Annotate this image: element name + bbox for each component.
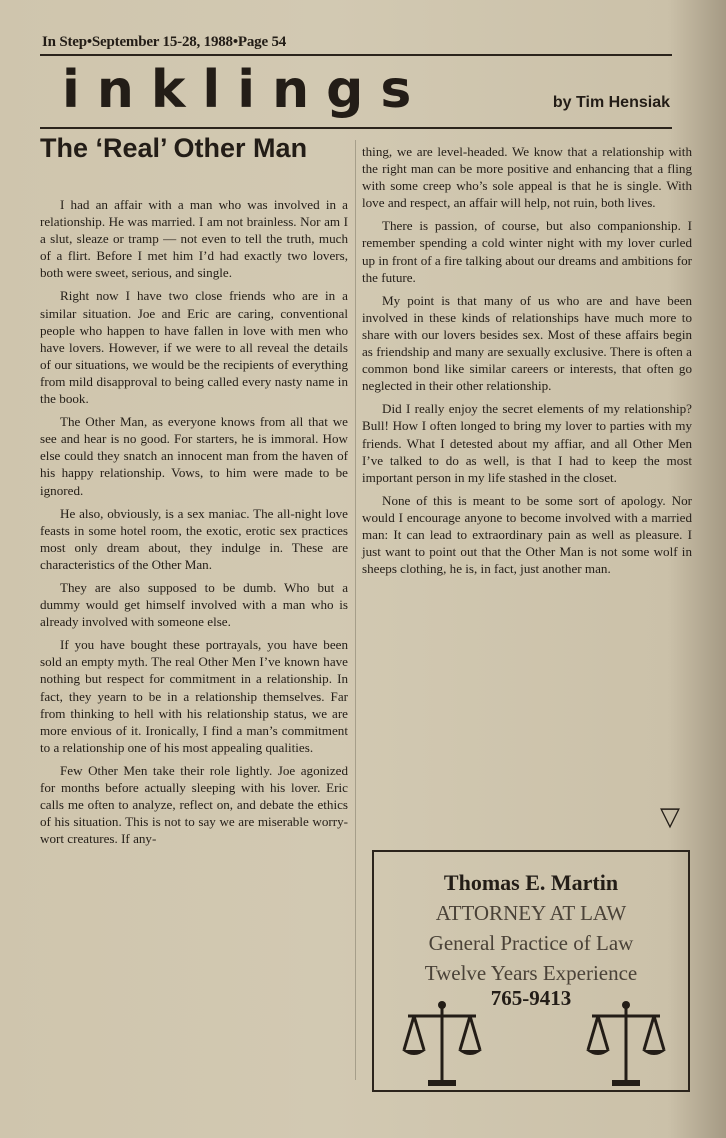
paragraph: There is passion, of course, but also companionship. I remember spending a cold winter night with my lover curled up in front of a fire talking about our dreams and ambitions for the future.	[362, 218, 692, 285]
paragraph: thing, we are level-headed. We know that a relationship with the right man can be more positive and enhancing that a fling with some creep who’s sole appeal is that he is single. With love and respect, an affair will help, not ruin, both lives.	[362, 144, 692, 211]
top-rule	[40, 54, 672, 56]
article-column-left	[40, 196, 348, 847]
column-divider	[355, 140, 356, 1080]
paragraph: None of this is meant to be some sort of apology. Nor would I encourage anyone to become involved with a married man: It can lead to extraordinary pain as well as pleasure. I just want to point out that the Other Man is not some wolf in sheeps clothing, he is, in fact, just another man.	[362, 492, 692, 577]
paragraph: The Other Man, as everyone knows from all that we see and hear is no good. For starters, he is immoral. How else could they snatch an innocent man from the haven of his happy relationship. Vows, to him were made to be ignored.	[40, 414, 348, 498]
scales-of-justice-icon	[586, 998, 666, 1090]
ad-practice: General Practice of Law	[428, 931, 634, 955]
ad-title: ATTORNEY AT LAW	[435, 901, 627, 925]
headline: The ‘Real’ Other Man	[40, 133, 308, 163]
column-title: inklings	[62, 60, 429, 120]
ad-phone: 765-9413	[490, 986, 572, 1010]
paragraph: They are also supposed to be dumb. Who but a dummy would get himself involved with a man who is already involved with someone else.	[40, 579, 348, 630]
article-column-right	[362, 143, 692, 577]
masthead: In Step•September 15-28, 1988•Page 54	[42, 34, 287, 50]
scales-of-justice-icon	[402, 998, 482, 1090]
paragraph: He also, obviously, is a sex maniac. The all-night love feasts in some hotel room, the exotic, erotic sex practices most only dream about, they indulge in. These are characteristics of the Other Man.	[40, 505, 348, 572]
paragraph: Right now I have two close friends who are in a similar situation. Joe and Eric are caring, conventional people who happen to have fallen in love with men who have lovers. However, if we were to all reveal the details of our situations, we would be the recipients of everything from mild disapproval to being called every nasty name in the book.	[40, 288, 348, 407]
end-mark-icon: ▽	[660, 802, 680, 832]
attorney-advertisement	[372, 850, 690, 1092]
paragraph: My point is that many of us who are and have been involved in these kinds of relationships have much more to share with our lovers besides sex. Most of these affairs begin as friendship and many are sexually exclusive. There is often a common bond like similar careers or interests, that often go neglected in their other relationship.	[362, 292, 692, 394]
paragraph: Few Other Men take their role lightly. Joe agonized for months before actually sleeping with his lover. Eric calls me often to analyze, reflect on, and debate the ethics of his situation. This is not to say we are miserable worry-wort creatures. If any-	[40, 762, 348, 847]
bottom-rule	[40, 127, 672, 129]
paragraph: Did I really enjoy the secret elements of my relationship? Bull! How I often longed to bring my lover to parties with my friends. What I detested about my affiar, and all Other Men I’ve talked to do as well, is that I had to keep the most important person in my life stashed in the closet.	[362, 401, 692, 485]
byline: by Tim Hensiak	[552, 94, 670, 111]
paragraph: I had an affair with a man who was involved in a relationship. He was married. I am not brainless. Nor am I a slut, sleaze or tramp — not even to tell the truth, much of a flirt. Before I met him I’d had exactly two lovers, both were sweet, serious, and single.	[40, 197, 348, 281]
paragraph: If you have bought these portrayals, you have been sold an empty myth. The real Other Men I’ve known have nothing but respect for commitment in a relationship. In fact, they yearn to be in a relationship themselves. Far from thinking to hell with his relationship status, we are more envious of it. Ironically, I find a man’s commitment to a relationship one of his most appealing qualities.	[40, 637, 348, 755]
ad-name: Thomas E. Martin	[443, 870, 619, 895]
ad-experience: Twelve Years Experience	[424, 961, 638, 985]
